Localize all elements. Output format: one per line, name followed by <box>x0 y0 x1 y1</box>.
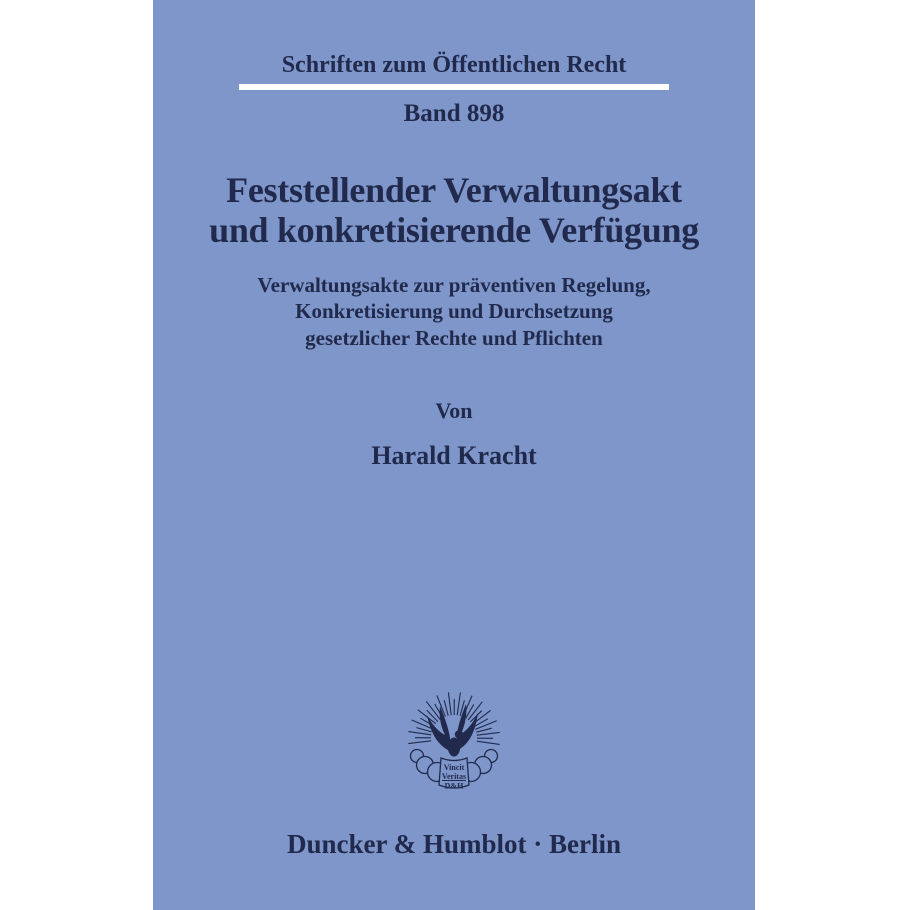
book-subtitle <box>153 272 755 351</box>
volume-number: Band 898 <box>403 100 505 127</box>
book-title-line1: Feststellender Verwaltungsakt <box>226 170 682 210</box>
book-subtitle-line3: gesetzlicher Rechte und Pflichten <box>305 325 603 350</box>
series-title: Schriften zum Öffentlichen Recht <box>281 52 627 78</box>
book-cover <box>153 0 755 910</box>
emblem-motto-line2: Veritas <box>441 772 467 781</box>
emblem-banner <box>439 758 469 791</box>
emblem-motto-line1: Vincit <box>443 763 465 772</box>
book-subtitle-line2: Konkretisierung und Durchsetzung <box>295 299 613 324</box>
emblem-initials: D&H <box>444 781 464 791</box>
book-title <box>153 171 755 250</box>
author-name: Harald Kracht <box>371 441 537 470</box>
byline: Von <box>435 398 473 423</box>
emblem-sun-rays-icon <box>408 692 499 744</box>
publisher-imprint: Duncker & Humblot · Berlin <box>286 829 622 859</box>
book-subtitle-line1: Verwaltungsakte zur präventiven Regelung, <box>257 273 651 297</box>
book-title-line2: und konkretisierende Verfügung <box>209 209 699 250</box>
series-divider-rule <box>239 84 669 90</box>
publisher-emblem-icon <box>389 688 519 806</box>
